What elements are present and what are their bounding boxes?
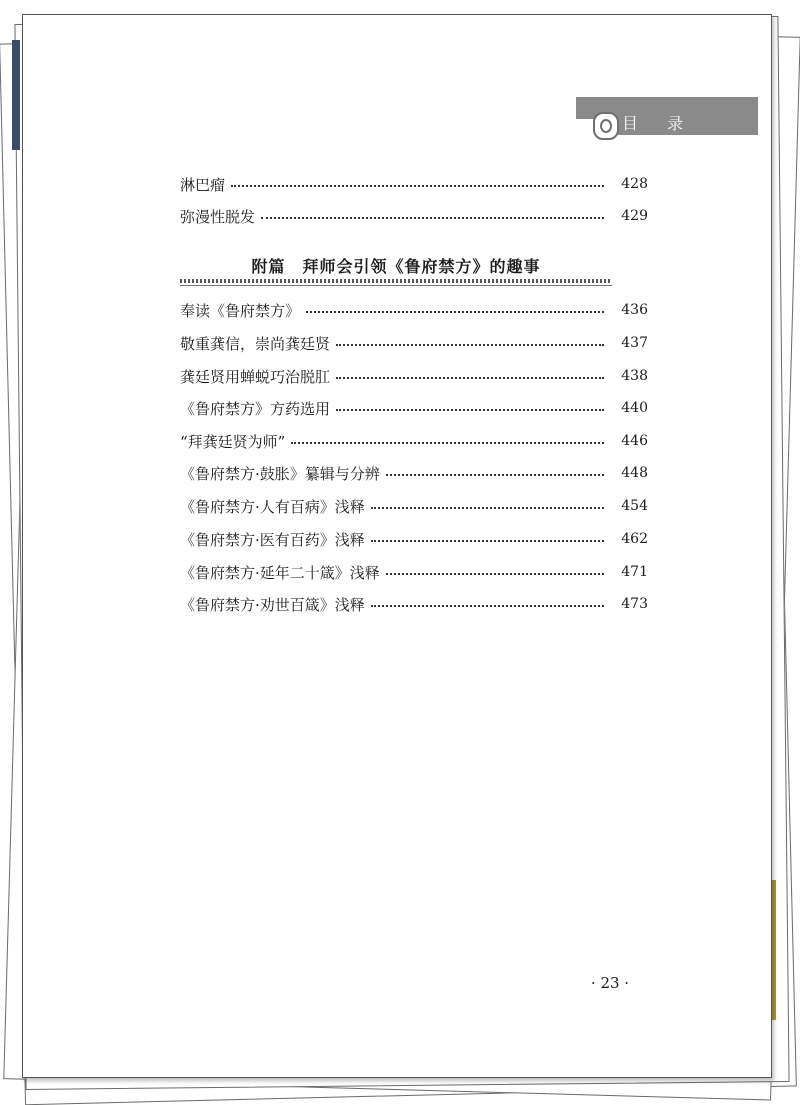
section-heading: 附篇 拜师会引领《鲁府禁方》的趣事	[251, 257, 541, 276]
toc-entry-title: 《鲁府禁方·延年二十箴》浅释	[180, 563, 380, 582]
toc-entry-page: 437	[621, 335, 648, 351]
toc-entry-page: 438	[621, 368, 648, 384]
toc-entry-page: 440	[621, 400, 648, 416]
toc-entry-page: 448	[621, 465, 648, 481]
toc-leader-dots	[371, 540, 604, 542]
toc-leader-dots	[261, 217, 604, 219]
scroll-ornament-icon	[593, 112, 619, 140]
toc-leader-dots	[371, 507, 604, 509]
toc-entry[interactable]	[180, 170, 648, 198]
toc-entry-page: 428	[621, 176, 648, 192]
toc-leader-dots	[386, 474, 604, 476]
book-edge-strip	[12, 40, 20, 150]
toc-entry-title: 弥漫性脱发	[180, 207, 256, 226]
toc-leader-dots	[371, 605, 604, 607]
toc-entry-page: 436	[621, 302, 648, 318]
toc-entry-title: 《鲁府禁方·劝世百箴》浅释	[180, 595, 365, 614]
toc-leader-dots	[231, 185, 604, 187]
toc-entry[interactable]	[180, 492, 648, 520]
section-divider	[180, 279, 612, 283]
toc-entry-page: 462	[621, 531, 648, 547]
toc-entry-title: 奉读《鲁府禁方》	[180, 301, 301, 320]
toc-entry[interactable]	[180, 427, 648, 455]
toc-leader-dots	[291, 442, 604, 444]
toc-entry[interactable]	[180, 525, 648, 553]
toc-entry[interactable]	[180, 362, 648, 390]
toc-entry-title: 《鲁府禁方·人有百病》浅释	[180, 497, 365, 516]
toc-leader-dots	[336, 377, 604, 379]
toc-entry-page: 473	[621, 596, 648, 612]
toc-entry[interactable]	[180, 202, 648, 230]
toc-entry[interactable]	[180, 296, 648, 324]
toc-entry[interactable]	[180, 459, 648, 487]
toc-entry-page: 454	[621, 498, 648, 514]
toc-entry-title: 《鲁府禁方·医有百药》浅释	[180, 530, 365, 549]
toc-entry[interactable]	[180, 590, 648, 618]
toc-leader-dots	[306, 311, 604, 313]
toc-entry-title: 淋巴瘤	[180, 175, 226, 194]
toc-leader-dots	[336, 409, 604, 411]
page-number: · 23 ·	[590, 974, 630, 992]
toc-entry-title: 敬重龚信，崇尚龚廷贤	[180, 334, 331, 353]
toc-entry[interactable]	[180, 329, 648, 357]
toc-entry-title: “拜龚廷贤为师”	[180, 432, 286, 451]
toc-leader-dots	[386, 573, 604, 575]
toc-entry-page: 471	[621, 564, 648, 580]
toc-entry-page: 429	[621, 208, 648, 224]
section-divider	[180, 285, 612, 286]
toc-leader-dots	[336, 344, 604, 346]
toc-entry[interactable]	[180, 558, 648, 586]
toc-entry-title: 《鲁府禁方》方药选用	[180, 399, 331, 418]
header-title: 目 录	[618, 113, 758, 135]
toc-entry-title: 《鲁府禁方·鼓胀》纂辑与分辨	[180, 464, 380, 483]
toc-entry[interactable]	[180, 394, 648, 422]
toc-entry-page: 446	[621, 433, 648, 449]
toc-entry-title: 龚廷贤用蝉蜕巧治脱肛	[180, 367, 331, 386]
